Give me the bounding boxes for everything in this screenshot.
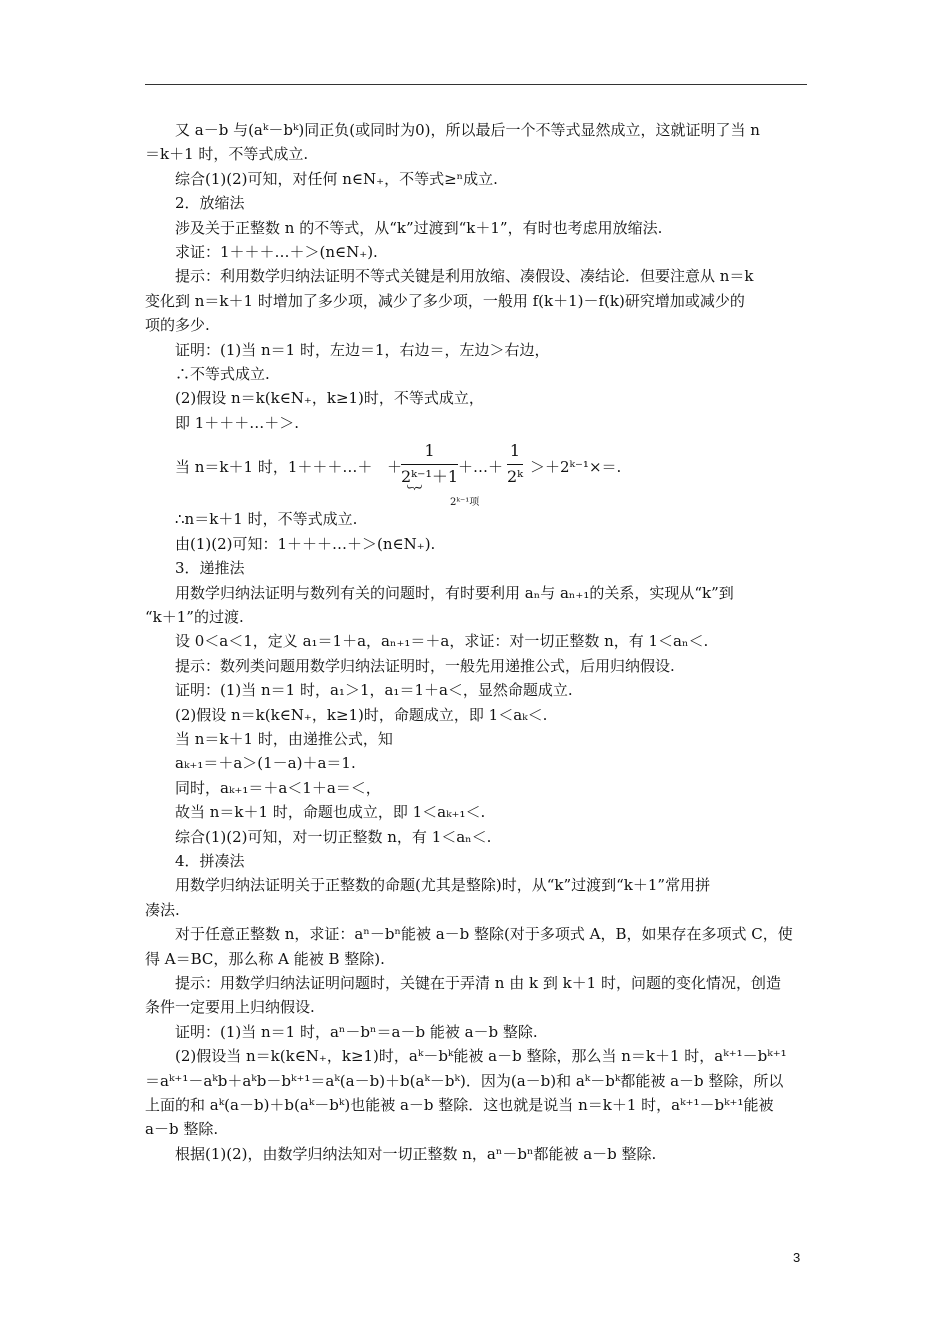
page-number: 3: [793, 1250, 801, 1265]
paragraph-line: 综合(1)(2)可知，对任何 n∈N₊，不等式≥ⁿ成立.: [175, 169, 498, 188]
paragraph-line: 由(1)(2)可知：1＋＋＋…＋＞(n∈N₊).: [175, 534, 436, 553]
paragraph-line: 设 0＜a＜1，定义 a₁＝1＋a，aₙ₊₁＝＋a，求证：对一切正整数 n，有 1＜aₙ＜.: [175, 632, 709, 651]
paragraph-line: 证明：(1)当 n＝1 时，左边＝1，右边＝，左边＞右边，: [175, 340, 550, 359]
paragraph-line: 变化到 n＝k＋1 时增加了多少项，减少了多少项，一般用 f(k＋1)－f(k)研究增加或减少的: [145, 291, 745, 310]
section-heading: 4．拼凑法: [175, 851, 245, 870]
paragraph-line: 故当 n＝k＋1 时，命题也成立，即 1＜aₖ₊₁＜.: [175, 803, 486, 822]
paragraph-line: 综合(1)(2)可知，对一切正整数 n，有 1＜aₙ＜.: [175, 827, 492, 846]
paragraph-line: 提示：利用数学归纳法证明不等式关键是利用放缩、凑假设、凑结论．但要注意从 n＝k: [175, 267, 754, 286]
formula-text-right: ＞＋2ᵏ⁻¹×＝.: [530, 458, 622, 477]
paragraph-line: 用数学归纳法证明与数列有关的问题时，有时要利用 aₙ与 aₙ₊₁的关系，实现从“k”到: [175, 583, 734, 602]
paragraph-line: 求证：1＋＋＋…＋＞(n∈N₊).: [175, 243, 378, 262]
paragraph-line: 条件一定要用上归纳假设.: [145, 998, 315, 1017]
paragraph-line: ∴不等式成立.: [175, 365, 270, 384]
formula-text-left: 当 n＝k＋1 时，1＋＋＋…＋: [175, 458, 373, 477]
paragraph-line: (2)假设 n＝k(k∈N₊，k≥1)时，不等式成立，: [175, 389, 484, 408]
paragraph-line: 同时，aₖ₊₁＝＋a＜1＋a＝＜，: [175, 778, 381, 797]
paragraph-line: 当 n＝k＋1 时，由递推公式，知: [175, 729, 393, 748]
paragraph-line: 涉及关于正整数 n 的不等式，从“k”过渡到“k＋1”，有时也考虑用放缩法.: [175, 218, 663, 237]
section-heading: 2．放缩法: [175, 194, 245, 213]
document-body: [145, 118, 807, 1166]
paragraph-line: a－b 整除.: [145, 1120, 219, 1139]
paragraph-line: (2)假设当 n＝k(k∈N₊，k≥1)时，aᵏ－bᵏ能被 a－b 整除，那么当 n＝k＋1 时，aᵏ⁺¹－bᵏ⁺¹: [175, 1047, 787, 1066]
formula-plus: ＋: [387, 458, 403, 477]
formula-ellipsis: ＋…＋: [458, 458, 504, 477]
paragraph-line: aₖ₊₁＝＋a＞(1－a)＋a＝1.: [175, 754, 356, 773]
paragraph-line: 证明：(1)当 n＝1 时，a₁＞1，a₁＝1＋a＜，显然命题成立.: [175, 681, 573, 700]
paragraph-line: “k＋1”的过渡.: [145, 607, 244, 626]
paragraph-line: 得 A＝BC，那么称 A 能被 B 整除).: [145, 949, 385, 968]
paragraph-line: 凑法.: [145, 900, 180, 919]
paragraph-line: 又 a－b 与(aᵏ－bᵏ)同正负(或同时为0)，所以最后一个不等式显然成立，这就证明了当 n: [175, 121, 760, 139]
paragraph-line: 用数学归纳法证明关于正整数的命题(尤其是整除)时，从“k”过渡到“k＋1”常用拼: [175, 876, 711, 895]
paragraph-line: 根据(1)(2)，由数学归纳法知对一切正整数 n，aⁿ－bⁿ都能被 a－b 整除.: [175, 1144, 657, 1163]
formula-line: [145, 435, 807, 507]
fraction-2-numerator: 1: [507, 439, 523, 464]
fraction-2: [507, 439, 523, 489]
paragraph-line: 证明：(1)当 n＝1 时，aⁿ－bⁿ＝a－b 能被 a－b 整除.: [175, 1022, 538, 1041]
paragraph-line: ∴n＝k＋1 时，不等式成立.: [175, 510, 358, 529]
header-rule: [145, 84, 807, 85]
underbrace: ︸: [407, 484, 429, 503]
paragraph-line: ＝k＋1 时，不等式成立.: [145, 145, 309, 164]
paragraph-line: 即 1＋＋＋…＋＞.: [175, 413, 300, 432]
paragraph-line: 上面的和 aᵏ(a－b)＋b(aᵏ－bᵏ)也能被 a－b 整除．这也就是说当 n＝k＋1 时，aᵏ⁺¹－bᵏ⁺¹能被: [145, 1096, 774, 1115]
underbrace-label: 2ᵏ⁻¹项: [450, 497, 480, 509]
paragraph-line: 提示：数列类问题用数学归纳法证明时，一般先用递推公式，后用归纳假设.: [175, 656, 675, 675]
paragraph-line: ＝aᵏ⁺¹－aᵏb＋aᵏb－bᵏ⁺¹＝aᵏ(a－b)＋b(aᵏ－bᵏ)．因为(a－b)和 aᵏ－bᵏ都能被 a－b 整除，所以: [145, 1071, 784, 1090]
paragraph-line: 项的多少.: [145, 316, 210, 335]
fraction-1-denominator: 2ᵏ⁻¹＋1: [401, 466, 459, 486]
fraction-1-numerator: 1: [401, 439, 458, 464]
paragraph-line: 提示：用数学归纳法证明问题时，关键在于弄清 n 由 k 到 k＋1 时，问题的变化情况，创造: [175, 974, 781, 992]
fraction-2-denominator: 2ᵏ: [507, 466, 524, 486]
paragraph-line: (2)假设 n＝k(k∈N₊，k≥1)时，命题成立，即 1＜aₖ＜.: [175, 705, 548, 724]
paragraph-line: 对于任意正整数 n，求证：aⁿ－bⁿ能被 a－b 整除(对于多项式 A，B，如果存在多项式 C，使: [175, 925, 793, 944]
section-heading: 3．递推法: [175, 559, 245, 578]
